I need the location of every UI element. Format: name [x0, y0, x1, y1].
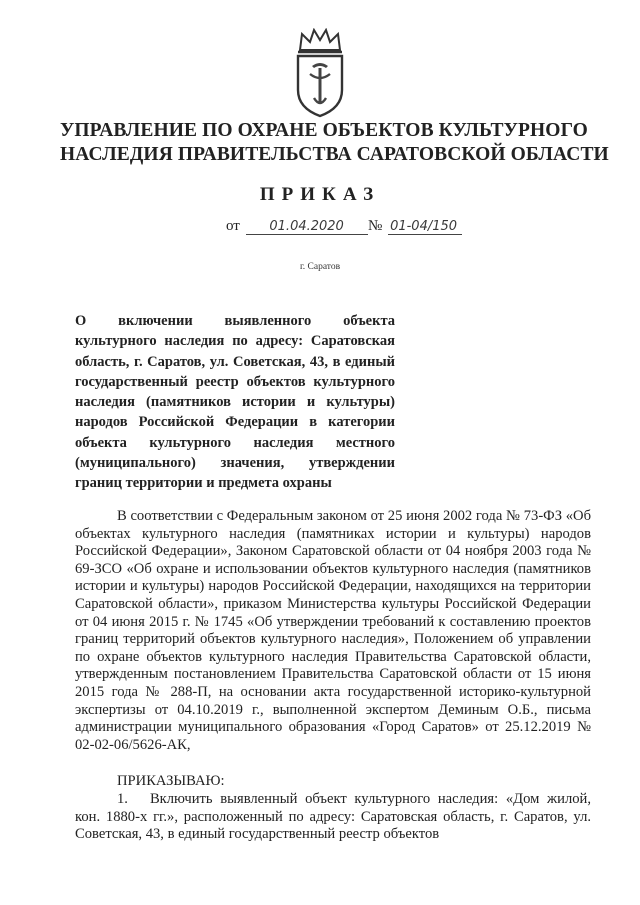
- agency-name-line2: НАСЛЕДИЯ ПРАВИТЕЛЬСТВА САРАТОВСКОЙ ОБЛАСТИ: [60, 144, 609, 165]
- agency-name-line1: УПРАВЛЕНИЕ ПО ОХРАНЕ ОБЪЕКТОВ КУЛЬТУРНОГО: [60, 120, 588, 141]
- order-word: ПРИКАЗЫВАЮ:: [117, 773, 225, 789]
- handwritten-number: 01-04/150: [388, 219, 462, 235]
- preamble-text: В соответствии с Федеральным законом от 25 июня 2002 года № 73-ФЗ «Об объектах культурного наследия (памятниках истории и культуры) народов Российской Федерации», Законом Саратовской области от 04 ноября 2003 года № 69-ЗСО «Об охране и использовании объектов культурного наследия (памятников истории и культуры) народов Российской Федерации, находящихся на территории Саратовской области», приказом Министерства культуры Российской Федерации от 04 июня 2015 г. № 1745 «Об утверждении требований к составлению проектов границ территорий объектов культурного наследия», Положением об управлении по охране объектов культурного наследия Правительства Саратовской области, утвержденным постановлением Правительства Саратовской области от 15 июня 2015 года № 288-П, на основании акта государственной историко-культурной экспертизы от 04.10.2019 г., выполненной экспертом Деминым О.Б., письма администрации муниципального образования «Город Саратов» от 25.12.2019 № 02-02-06/5626-АК,: [75, 508, 591, 753]
- order-date-line: [226, 218, 368, 244]
- order-number-line: [368, 218, 462, 244]
- preamble-paragraph: [75, 508, 591, 754]
- order-item-1-body: Включить выявленный объект культурного наследия: «Дом жилой, кон. 1880-х гг.», расположенный по адресу: Саратовская область, г. Саратов, ул. Советская, 43, в единый государственный реестр объектов: [75, 791, 591, 843]
- city-label: г. Саратов: [299, 262, 341, 272]
- agency-name: [60, 119, 609, 167]
- number-prefix: №: [368, 218, 383, 234]
- order-item-1-text: [75, 791, 591, 844]
- order-item-1-number: 1.: [117, 791, 128, 807]
- order-subject: О включении выявленного объекта культурного наследия по адресу: Саратовская область, г. Саратов, ул. Советская, 43, в единый государственный реестр объектов культурного наследия (памятников истории и культуры) народов Российской Федерации в категории объекта культурного наследия местного (муниципального) значения, утверждении границ территории и предмета охраны: [75, 313, 395, 492]
- date-prefix: от: [226, 218, 240, 234]
- document-type-title: ПРИКАЗ: [259, 184, 381, 205]
- handwritten-date: 01.04.2020: [246, 219, 368, 235]
- saratov-coat-of-arms-icon: [292, 28, 348, 118]
- order-item-1: [75, 791, 591, 844]
